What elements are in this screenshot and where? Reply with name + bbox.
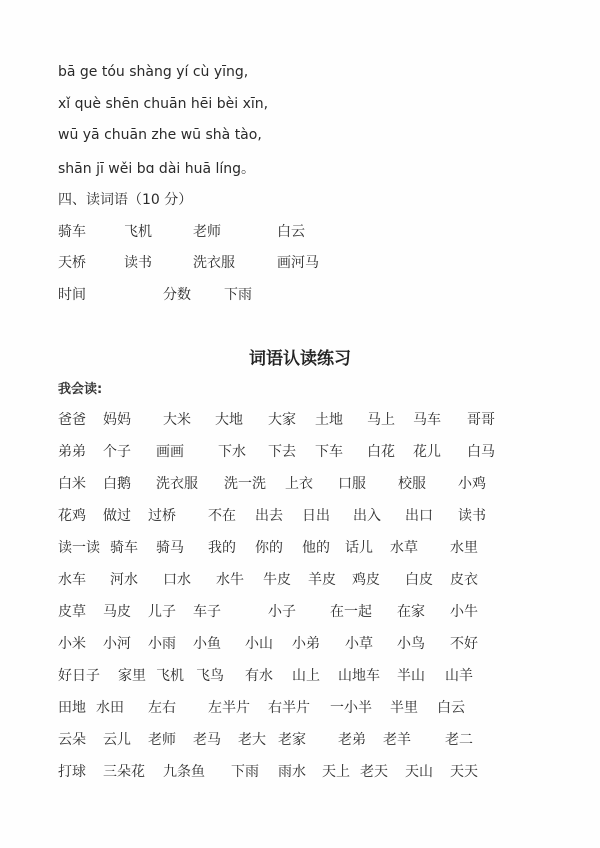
word: 下去 — [268, 444, 296, 460]
word: 土地 — [315, 412, 343, 428]
word: 下雨 — [224, 287, 252, 303]
word: 天天 — [450, 764, 478, 780]
word: 读一读 — [58, 540, 100, 556]
word: 洗一洗 — [224, 476, 266, 492]
word: 水田 — [96, 700, 124, 716]
word: 大米 — [163, 412, 191, 428]
word: 白鹅 — [103, 476, 131, 492]
word: 小雨 — [148, 636, 176, 652]
word: 白米 — [58, 476, 86, 492]
word: 鸡皮 — [352, 572, 380, 588]
word: 水车 — [58, 572, 86, 588]
word: 车子 — [193, 604, 221, 620]
word: 水牛 — [216, 572, 244, 588]
word: 小鸡 — [458, 476, 486, 492]
word: 小鸟 — [397, 636, 425, 652]
word: 好日子 — [58, 668, 100, 684]
word: 不在 — [208, 508, 236, 524]
word: 山地车 — [338, 668, 380, 684]
word: 话儿 — [345, 540, 373, 556]
word: 右半片 — [268, 700, 310, 716]
section-heading: 四、读词语（10 分） — [58, 192, 193, 208]
word: 马车 — [413, 412, 441, 428]
word: 左右 — [148, 700, 176, 716]
word: 做过 — [103, 508, 131, 524]
word: 老弟 — [338, 732, 366, 748]
word: 骑车 — [58, 224, 86, 240]
word: 山羊 — [445, 668, 473, 684]
word: 河水 — [110, 572, 138, 588]
word: 大地 — [215, 412, 243, 428]
word: 妈妈 — [103, 412, 131, 428]
word: 云朵 — [58, 732, 86, 748]
word: 水草 — [390, 540, 418, 556]
word: 画画 — [156, 444, 184, 460]
word: 出入 — [353, 508, 381, 524]
pinyin-line: shān jī wěi bɑ dài huā líng。 — [58, 161, 256, 177]
word: 在一起 — [330, 604, 372, 620]
pinyin-line: wū yā chuān zhe wū shà tào, — [58, 127, 262, 143]
word: 儿子 — [148, 604, 176, 620]
word: 他的 — [302, 540, 330, 556]
word: 骑马 — [156, 540, 184, 556]
word: 白马 — [467, 444, 495, 460]
word: 小米 — [58, 636, 86, 652]
word: 田地 — [58, 700, 86, 716]
word: 洗衣服 — [156, 476, 198, 492]
word: 下车 — [315, 444, 343, 460]
word: 时间 — [58, 287, 86, 303]
word: 老马 — [193, 732, 221, 748]
word: 不好 — [450, 636, 478, 652]
word: 出口 — [405, 508, 433, 524]
pinyin-line: bā ge tóu shàng yí cù yīng, — [58, 64, 249, 80]
pinyin-line: xǐ què shēn chuān hēi bèi xīn, — [58, 96, 269, 112]
word: 骑车 — [110, 540, 138, 556]
word: 牛皮 — [263, 572, 291, 588]
word: 老羊 — [383, 732, 411, 748]
word: 哥哥 — [467, 412, 495, 428]
word: 左半片 — [208, 700, 250, 716]
word: 雨水 — [278, 764, 306, 780]
word: 花鸡 — [58, 508, 86, 524]
word: 皮衣 — [450, 572, 478, 588]
word: 爸爸 — [58, 412, 86, 428]
word: 洗衣服 — [193, 255, 235, 271]
word: 老大 — [238, 732, 266, 748]
word: 读书 — [458, 508, 486, 524]
word: 分数 — [163, 287, 191, 303]
word: 老二 — [445, 732, 473, 748]
word: 飞机 — [124, 224, 152, 240]
word: 一小半 — [330, 700, 372, 716]
word: 在家 — [397, 604, 425, 620]
word: 读书 — [124, 255, 152, 271]
word: 打球 — [58, 764, 86, 780]
word: 天山 — [405, 764, 433, 780]
word: 上衣 — [285, 476, 313, 492]
word: 有水 — [245, 668, 273, 684]
word: 小子 — [268, 604, 296, 620]
word: 口服 — [338, 476, 366, 492]
word: 天上 — [322, 764, 350, 780]
word: 花儿 — [413, 444, 441, 460]
word: 弟弟 — [58, 444, 86, 460]
word: 小山 — [245, 636, 273, 652]
word: 口水 — [163, 572, 191, 588]
word: 老师 — [193, 224, 221, 240]
word: 皮草 — [58, 604, 86, 620]
word: 校服 — [398, 476, 426, 492]
subtitle: 我会读: — [58, 382, 103, 397]
word: 天桥 — [58, 255, 86, 271]
word: 小鱼 — [193, 636, 221, 652]
word: 小草 — [345, 636, 373, 652]
word: 白皮 — [405, 572, 433, 588]
word: 下雨 — [231, 764, 259, 780]
word: 半山 — [397, 668, 425, 684]
page-title: 词语认读练习 — [249, 349, 351, 369]
word: 日出 — [302, 508, 330, 524]
word: 老师 — [148, 732, 176, 748]
word: 小河 — [103, 636, 131, 652]
word: 家里 — [118, 668, 146, 684]
word: 马皮 — [103, 604, 131, 620]
word: 飞鸟 — [196, 668, 224, 684]
word: 白花 — [367, 444, 395, 460]
word: 我的 — [208, 540, 236, 556]
word: 出去 — [255, 508, 283, 524]
word: 水里 — [450, 540, 478, 556]
word: 山上 — [292, 668, 320, 684]
word: 大家 — [268, 412, 296, 428]
word: 小牛 — [450, 604, 478, 620]
word: 下水 — [218, 444, 246, 460]
word: 羊皮 — [308, 572, 336, 588]
word: 老天 — [360, 764, 388, 780]
word: 马上 — [367, 412, 395, 428]
word: 飞机 — [156, 668, 184, 684]
word: 你的 — [255, 540, 283, 556]
word: 半里 — [390, 700, 418, 716]
word: 九条鱼 — [163, 764, 205, 780]
word: 小弟 — [292, 636, 320, 652]
word: 过桥 — [148, 508, 176, 524]
word: 三朵花 — [103, 764, 145, 780]
word: 云儿 — [103, 732, 131, 748]
word: 白云 — [437, 700, 465, 716]
word: 个子 — [103, 444, 131, 460]
word: 画河马 — [277, 255, 319, 271]
word: 老家 — [278, 732, 306, 748]
word: 白云 — [277, 224, 305, 240]
